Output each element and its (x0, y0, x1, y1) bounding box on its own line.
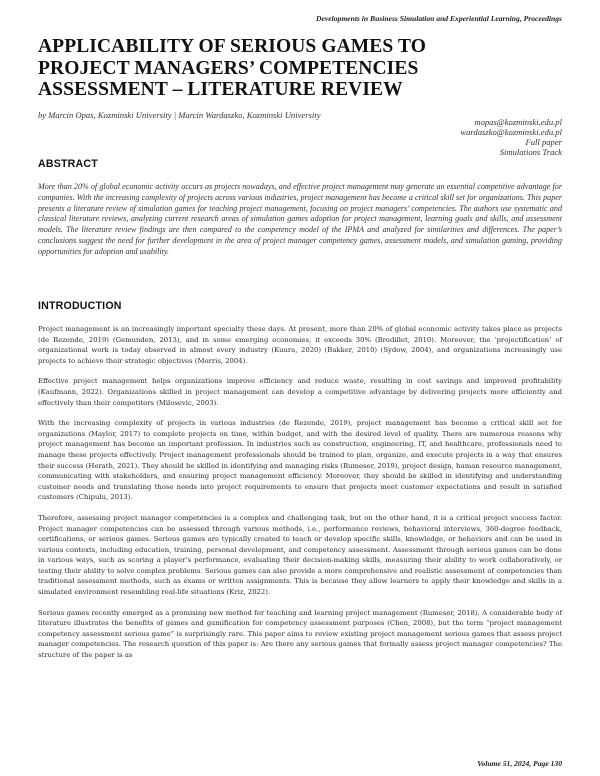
journal-header: Developments in Business Simulation and Experiential Learning, Proceedings (316, 14, 562, 23)
introduction-body (38, 324, 562, 671)
email-opas: mopas@kozminski.edu.pl (474, 117, 562, 127)
intro-paragraph: Project management is an increasingly important specialty these days. At present, more than 20% of global economic activity takes place as projects (de Rezende, 2019) (Gemunden, 2013), and in some emerging economies, it exceeds 30% (Bredillet, 2010). Moreover, the ‘projectification’ of organizational work is today observed in almost every industry (Kuura, 2020) (Bakker, 2010) (Sydow, 2004), and organizations increasingly use projects to achieve their strategic objectives (Morris, 2004). (38, 325, 562, 365)
page-footer: Volume 51, 2024, Page 130 (477, 759, 562, 768)
abstract-heading: ABSTRACT (38, 158, 98, 170)
author-line: by Marcin Opas, Kozminski University | Marcin Wardaszko, Kozminski University (38, 110, 321, 120)
paper-title: APPLICABILITY OF SERIOUS GAMES TO PROJECT MANAGERS’ COMPETENCIES ASSESSMENT – LITERATURE REVIEW (38, 36, 426, 100)
introduction-heading: INTRODUCTION (38, 300, 122, 312)
paper-type: Full paper (525, 137, 562, 148)
abstract-text: More than 20% of global economic activity occurs as projects nowadays, and effective project management may generate an essential competitive advantage for companies. With the increasing complexity of projects across various industries, project management has become a critical skill set for organizations. This paper presents a literature review of simulation games for teaching project management, focusing on project managers’ competencies. The authors use systematic and classical literature reviews, analyzing current research areas of simulation games adoption for project management, learning goals and skills, and assessment models. The literature review findings are then compared to the competency model of the IPMA and analyzed for similarities and differences. The paper’s conclusions suggest the need for further development in the area of project manager competency games, assessment models, and simulation gaming, providing opportunities for adoption and usability. (38, 182, 562, 256)
intro-paragraph: Therefore, assessing project manager competencies is a complex and challenging task, but on the other hand, it is a critical project success factor. Project manager competencies can be assessed through various methods, i.e., performance reviews, behavioral interviews, 360-degree feedback, certifications, or serious games. Serious games are typically created to teach or develop specific skills, knowledge, or behaviors and can be used in various contexts, including education, training, personal development, and competency assessment. Assessment through serious games can be done in various ways, such as scoring a player’s performance, evaluating their decision-making skills, measuring their ability to work collaboratively, or testing their ability to solve complex problems. Serious games can also provide a more comprehensive and realistic assessment of competencies than traditional assessment methods, such as exams or written assignments. This is because they allow learners to apply their knowledge and skills in a simulated environment resembling real-life situations (Kriz, 2022). (38, 513, 562, 597)
author-meta (460, 117, 562, 157)
paper-track: Simulations Track (499, 147, 562, 158)
email-wardaszko: wardaszko@kozminski.edu.pl (460, 127, 562, 138)
intro-paragraph: Serious games recently emerged as a promising new method for teaching and learning project management (Rumeser, 2018). A considerable body of literature illustrates the benefits of games and gamification for competency assessment purposes (Chen, 2008), but the term “project management competency assessment serious game” is surprisingly rare. This paper aims to review existing project management serious games that assess project manager competencies. The research question of this paper is: Are there any serious games that formally assess project manager competencies? The structure of the paper is as (38, 608, 562, 660)
intro-paragraph: With the increasing complexity of projects in various industries (de Rezende, 2019), project management has become a critical skill set for organizations (Maylor, 2017) to complete projects on time, within budget, and with the desired level of quality. There are numerous reasons why project management has become an important profession. In industries such as construction, engineering, IT, and healthcare, professionals need to manage these projects effectively. Project management professionals should be trained to plan, organize, and execute projects in a way that ensures their success (Herath, 2021). They should be skilled in identifying and managing risks (Rumeser, 2019), project design, human resource management, communicating with stakeholders, and ensuring project management efficiency. Moreover, they should be skilled in identifying and understanding customer needs and translating those needs into project requirements to ensure that projects meet customer expectations and result in satisfied customers (Chipulu, 2013). (38, 419, 562, 502)
intro-paragraph: Effective project management helps organizations improve efficiency and reduce waste, resulting in cost savings and improved profitability (Kaufmann, 2022). Organizations skilled in project management can develop a competitive advantage by delivering projects more efficiently and effectively than their competitors (Milosevic, 2003). (38, 377, 562, 407)
